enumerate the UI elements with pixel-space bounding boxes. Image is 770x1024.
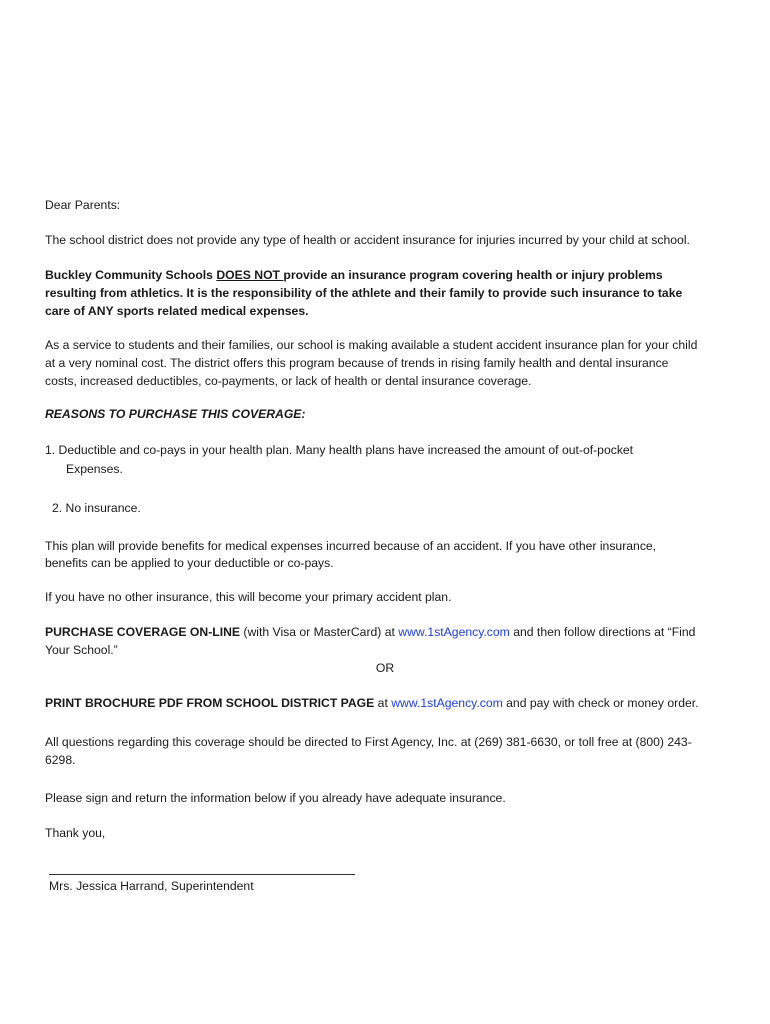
print-brochure-line xyxy=(45,694,699,712)
disclaimer-school-name: Buckley Community Schools xyxy=(45,268,217,282)
or-separator: OR xyxy=(375,661,395,675)
purchase-online-text-a: (with Visa or MasterCard) at xyxy=(240,625,399,639)
reason-1-line-2: Expenses. xyxy=(66,462,123,476)
questions-line-1: All questions regarding this coverage should be directed to First Agency, Inc. at (269) 381-6630, or toll free at (800) 243- xyxy=(45,735,692,749)
disclaimer-does-not: DOES NOT xyxy=(216,268,284,282)
closing: Thank you, xyxy=(45,826,106,840)
signature-name: Mrs. Jessica Harrand, Superintendent xyxy=(49,879,254,893)
print-brochure-text-b: and pay with check or money order. xyxy=(502,696,699,710)
questions-line-2: 6298. xyxy=(45,753,76,767)
purchase-online-line-1 xyxy=(45,623,695,641)
paragraph-no-insurance: The school district does not provide any type of health or accident insurance for injuries incurred by your child at school. xyxy=(45,233,690,247)
purchase-online-line-2: Your School.” xyxy=(45,643,118,657)
salutation: Dear Parents: xyxy=(45,198,121,212)
paragraph-primary-plan: If you have no other insurance, this will become your primary accident plan. xyxy=(45,590,452,604)
paragraph-service-line-3: costs, increased deductibles, co-payments, or lack of health or dental insurance coverage. xyxy=(45,374,532,388)
reason-1-line-1: 1. Deductible and co-pays in your health plan. Many health plans have increased the amount of out-of-pocket xyxy=(45,443,634,457)
disclaimer-rest: provide an insurance program covering health or injury problems xyxy=(283,268,663,282)
signature-line xyxy=(49,874,355,875)
paragraph-disclaimer-line-3: care of ANY sports related medical expenses. xyxy=(45,304,309,318)
print-brochure-text-a: at xyxy=(374,696,392,710)
paragraph-disclaimer-line-2: resulting from athletics. It is the responsibility of the athlete and their family to provide such insurance to take xyxy=(45,286,683,300)
reason-2: 2. No insurance. xyxy=(52,501,141,515)
purchase-online-text-b: and then follow directions at “Find xyxy=(509,625,696,639)
paragraph-disclaimer-line-1 xyxy=(45,266,663,284)
agency-link[interactable]: www.1stAgency.com xyxy=(398,625,510,639)
purchase-online-heading: PURCHASE COVERAGE ON-LINE xyxy=(45,625,241,639)
agency-link-2[interactable]: www.1stAgency.com xyxy=(391,696,503,710)
paragraph-benefits-line-2: benefits can be applied to your deductible or co-pays. xyxy=(45,556,334,570)
print-brochure-heading: PRINT BROCHURE PDF FROM SCHOOL DISTRICT PAGE xyxy=(45,696,375,710)
reasons-heading: REASONS TO PURCHASE THIS COVERAGE: xyxy=(45,407,306,421)
sign-return-instruction: Please sign and return the information below if you already have adequate insurance. xyxy=(45,791,506,805)
paragraph-benefits-line-1: This plan will provide benefits for medical expenses incurred because of an accident. If you have other insurance, xyxy=(45,539,657,553)
paragraph-service-line-1: As a service to students and their families, our school is making available a student accident insurance plan for your child xyxy=(45,338,698,352)
paragraph-service-line-2: at a very nominal cost. The district offers this program because of trends in rising family health and dental insurance xyxy=(45,356,669,370)
